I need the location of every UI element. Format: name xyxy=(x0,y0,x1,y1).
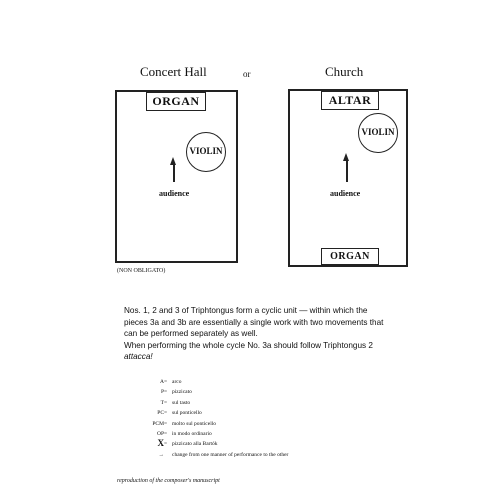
or-connector: or xyxy=(243,69,251,79)
legend-equals: = xyxy=(164,441,168,448)
church-diagram xyxy=(288,89,408,267)
legend-key: OP xyxy=(156,430,164,437)
legend-desc: arco xyxy=(172,379,182,385)
description-line: pieces 3a and 3b are essentially a single work with two movements that xyxy=(124,317,384,327)
church-title: Church xyxy=(325,64,364,79)
legend-key: P xyxy=(160,389,164,396)
legend-equals: = xyxy=(164,389,168,396)
audience-label: audience xyxy=(159,189,190,198)
description-line: attacca! xyxy=(124,352,153,361)
legend-desc: in modo ordinario xyxy=(172,430,212,437)
legend-key: PC xyxy=(157,410,164,417)
cycle-description xyxy=(124,305,444,363)
legend-row xyxy=(124,377,484,387)
legend-key: → xyxy=(158,451,164,458)
concert-hall-title: Concert Hall xyxy=(140,64,207,79)
legend-key: T xyxy=(160,399,164,406)
audience-label: audience xyxy=(330,189,361,198)
legend-desc: sul tasto xyxy=(172,399,191,406)
legend-key: PCM xyxy=(152,420,164,427)
description-line: When performing the whole cycle No. 3a should follow Triphtongus 2 xyxy=(124,340,373,350)
legend-key: A xyxy=(160,379,164,385)
legend-desc: sul ponticello xyxy=(172,410,202,417)
organ-box: ORGAN xyxy=(146,92,206,111)
legend-desc: pizzicato alla Bartók xyxy=(172,441,218,448)
legend-equals: = xyxy=(164,420,168,427)
legend-row xyxy=(124,419,484,429)
audience-arrow-line xyxy=(173,164,175,182)
legend-row xyxy=(124,429,484,439)
legend-row xyxy=(124,408,484,418)
legend-row xyxy=(124,439,484,449)
legend-equals: = xyxy=(164,399,168,406)
legend-equals: = xyxy=(164,410,168,417)
abbreviation-legend xyxy=(124,377,484,460)
organ-box: ORGAN xyxy=(321,248,379,265)
legend-row xyxy=(124,398,484,408)
description-line: Nos. 1, 2 and 3 of Triphtongus form a cyclic unit — within which the xyxy=(124,306,368,315)
legend-desc: molto sul ponticello xyxy=(172,420,216,427)
legend-key: X xyxy=(157,438,164,449)
legend-desc: change from one manner of performance to the other xyxy=(172,451,289,458)
audience-arrow-line xyxy=(346,160,348,182)
altar-box: ALTAR xyxy=(321,91,379,110)
non-obligato-note: (NON OBLIGATO) xyxy=(117,268,166,274)
concert-hall-diagram xyxy=(115,90,238,263)
legend-row xyxy=(124,387,484,397)
description-line: can be performed separately as well. xyxy=(124,329,258,338)
legend-desc: pizzicato xyxy=(172,389,192,396)
violin-circle: VIOLIN xyxy=(358,113,398,153)
legend-row xyxy=(124,450,484,460)
manuscript-caption: reproduction of the composer's manuscript xyxy=(117,478,220,484)
violin-circle: VIOLIN xyxy=(186,132,226,172)
legend-equals: = xyxy=(164,430,168,437)
legend-equals: = xyxy=(164,379,168,385)
